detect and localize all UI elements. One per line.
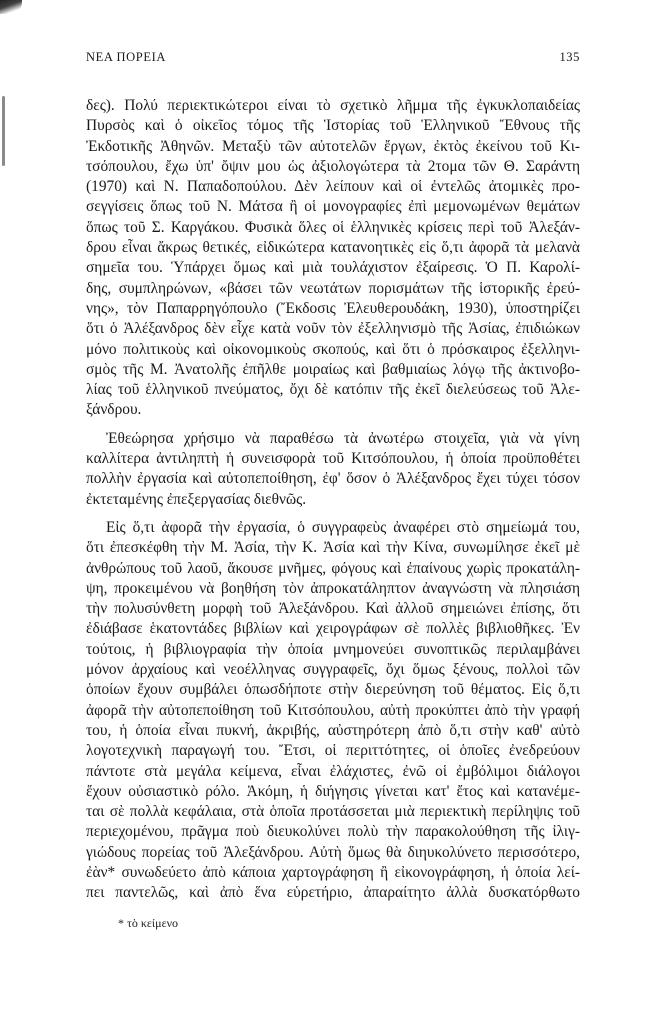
paragraph	[86, 518, 580, 904]
text-line: (1970) καὶ Ν. Παπαδοπούλου. Δὲν λείπουν καὶ οἱ ἐντελῶς ἀτομικὲς προ-	[86, 178, 580, 196]
text-line: ἐδιάβασε ἑκατοντάδες βιβλίων καὶ χειρογράφων σὲ πολλὲς βιβλιοθῆκες. Ἐν	[86, 620, 580, 638]
text-line: πάντοτε στὰ μεγάλα κείμενα, εἶναι ἐλάχιστες, ἐνῶ οἱ ἐμβόλιμοι διάλογοι	[86, 762, 580, 780]
text-line: γιώδους πορείας τοῦ Ἀλεξάνδρου. Αὐτὴ ὅμως θὰ διηυκολύνετο περισσότερο,	[86, 843, 580, 861]
text-line: ξάνδρου.	[86, 401, 142, 419]
text-line: περιεχομένου, πρᾶγμα ποὺ διευκολύνει πολὺ τὴν παρακολούθηση τῆς ἰλιγ-	[86, 823, 580, 841]
running-title: ΝΕΑ ΠΟΡΕΙΑ	[86, 50, 166, 64]
text-line: ἐκτεταμένης ἐπεξεργασίας διεθνῶς.	[86, 490, 307, 508]
footnote: * τὸ κείμενο	[118, 916, 179, 930]
text-line: σεγγίσεις ὅπως τοῦ Ν. Μάτσα ἢ οἱ μονογραφίες ἐπὶ μεμονωμένων θεμάτων	[86, 198, 580, 216]
text-line: ὅτι ὁ Ἀλέξανδρος δὲν εἶχε κατὰ νοῦν τὸν ἐξελληνισμὸ τῆς Ἀσίας, ἐπιδιώκων	[86, 320, 580, 338]
paragraph	[86, 96, 580, 421]
text-line: δης, συμπληρώνων, «βάσει τῶν νεωτάτων πορισμάτων τῆς ἱστορικῆς ἐρεύ-	[86, 279, 580, 297]
text-line: δρου εἶναι ἄκρως θετικές, εἰδικώτερα κατανοητικὲς εἰς ὅ,τι ἀφορᾶ τὰ μελανὰ	[86, 239, 580, 257]
text-line: ἀφορᾶ τὴν αὐτοπεποίθηση τοῦ Κιτσόπουλου, αὐτὴ προκύπτει ἀπὸ τὴν γραφή	[86, 701, 580, 719]
paragraph	[86, 429, 580, 510]
text-line: Ἐκδοτικῆς Ἀθηνῶν. Μεταξὺ τῶν αὐτοτελῶν ἔργων, ἐκτὸς ἐκείνου τοῦ Κι-	[86, 137, 580, 155]
text-line: Ἐθεώρησα χρήσιμο νὰ παραθέσω τὰ ἀνωτέρω στοιχεῖα, γιὰ νὰ γίνη	[106, 429, 580, 447]
text-line: του, ἡ ὁποία εἶναι πυκνή, ἀκριβής, αὐστηρότερη ἀπὸ ὅ,τι στὴν καθ' αὐτὸ	[86, 721, 580, 739]
text-line: μόνον ἀρχαίους καὶ νεοέλληνας συγγραφεῖς, ὄχι ὅμως ξένους, πολλοὶ τῶν	[86, 661, 580, 679]
text-line: σμὸς τῆς Μ. Ἀνατολῆς ἐπῆλθε μοιραίως καὶ βαθμιαίως λόγῳ τῆς ἀκτινοβο-	[86, 360, 580, 378]
text-line: ψη, προκειμένου νὰ βοηθήση τὸν ἀπροκατάληπτον ἀναγνώστη νὰ πλησιάση	[86, 579, 580, 597]
text-line: ὅπως τοῦ Σ. Καργάκου. Φυσικὰ ὅλες οἱ ἑλληνικὲς κρίσεις περὶ τοῦ Ἀλεξάν-	[86, 218, 580, 236]
text-line: ἐὰν* συνωδεύετο ἀπὸ κάποια χαρτογράφηση ἢ εἰκονογράφηση, ἡ ὁποία λεί-	[86, 863, 580, 881]
scan-margin-mark	[2, 96, 5, 166]
text-line: ἀνθρώπους τοῦ λαοῦ, ἄκουσε μνῆμες, φόγους καὶ ἐπαίνους χωρὶς προκατάλη-	[86, 559, 580, 577]
text-line: τσόπουλου, ἔχω ὑπ' ὄψιν μου ὡς ἀξιολογώτερα τὰ 2τομα τῶν Θ. Σαράντη	[86, 157, 580, 175]
text-line: τούτοις, ἡ βιβλιογραφία τὴν ὁποία μνημονεύει συνοπτικῶς περιλαμβάνει	[86, 640, 580, 658]
text-line: δες). Πολύ περιεκτικώτεροι είναι τὸ σχετικὸ λῆμμα τῆς ἐγκυκλοπαιδείας	[86, 97, 580, 114]
body-text	[86, 96, 580, 904]
text-line: ἔχουν οὐσιαστικὸ ρόλο. Ἀκόμη, ἡ διήγησις γίνεται κατ' ἔτος καὶ κατανέμε-	[86, 782, 580, 800]
text-line: σημεῖα του. Ὑπάρχει ὅμως καὶ μιὰ τουλάχιστον ἐξαίρεσις. Ὁ Π. Καρολί-	[86, 259, 580, 277]
page-number: 135	[559, 50, 580, 64]
paragraph-gap	[86, 510, 580, 518]
text-line: τὴν πολυσύνθετη μορφὴ τοῦ Ἀλεξάνδρου. Καὶ ἀλλοῦ σημειώνει ἐπίσης, ὅτι	[86, 600, 580, 618]
text-line: πει παντελῶς, καὶ ἀπὸ ἕνα εὑρετήριο, ἀπαραίτητο ἀλλὰ δυσκατόρθωτο	[86, 884, 580, 902]
text-line: λογοτεχνικὴ παραγωγή του. Ἔτσι, οἱ περιττότητες, οἱ ὁποῖες ἐνεδρεύουν	[86, 742, 580, 760]
text-line: νης», τὸν Παπαρρηγόπουλο (Ἔκδοσις Ἐλευθερουδάκη, 1930), ὑποστηρίζει	[86, 299, 580, 317]
text-line: ται σὲ πολλὰ κεφάλαια, στὰ ὁποῖα προτάσσεται μιὰ περιεκτικὴ περίληψις τοῦ	[86, 803, 580, 821]
text-line: Πυρσὸς καὶ ὁ οἰκεῖος τόμος τῆς Ἱστορίας τοῦ Ἑλληνικοῦ Ἔθνους τῆς	[86, 117, 580, 135]
text-line: ὁποίων ἔχουν συμβάλει ὁπωσδήποτε στὴν διερεύνηση τοῦ θέματος. Εἰς ὅ,τι	[86, 681, 580, 699]
text-line: πολλὴν ἐργασία καὶ αὐτοπεποίθηση, ἐφ' ὅσον ὁ Ἀλέξανδρος ἔχει τύχει τόσον	[86, 470, 580, 488]
scan-corner-mark	[0, 0, 22, 14]
text-line: Εἰς ὅ,τι ἀφορᾶ τὴν ἐργασία, ὁ συγγραφεὺς ἀναφέρει στὸ σημείωμά του,	[106, 518, 580, 536]
text-line: καλλίτερα ἀντιληπτὴ ἡ συνεισφορὰ τοῦ Κιτσόπουλου, ἡ ὁποία προϋποθέτει	[86, 450, 580, 468]
text-line: ὅτι ἐπεσκέφθη τὴν Μ. Ἀσία, τὴν Κ. Ἀσία καὶ τὴν Κίνα, συνωμίλησε ἐκεῖ μὲ	[86, 539, 580, 557]
text-line: λίας τοῦ ἑλληνικοῦ πνεύματος, ὄχι δὲ κατόπιν τῆς ἐκεῖ διελεύσεως τοῦ Ἀλε-	[86, 381, 580, 399]
paragraph-gap	[86, 421, 580, 429]
text-line: μόνο πολιτικοὺς καὶ οἰκονομικοὺς σκοπούς, καὶ ὅτι ὁ πρόσκαιρος ἐξελληνι-	[86, 340, 580, 358]
